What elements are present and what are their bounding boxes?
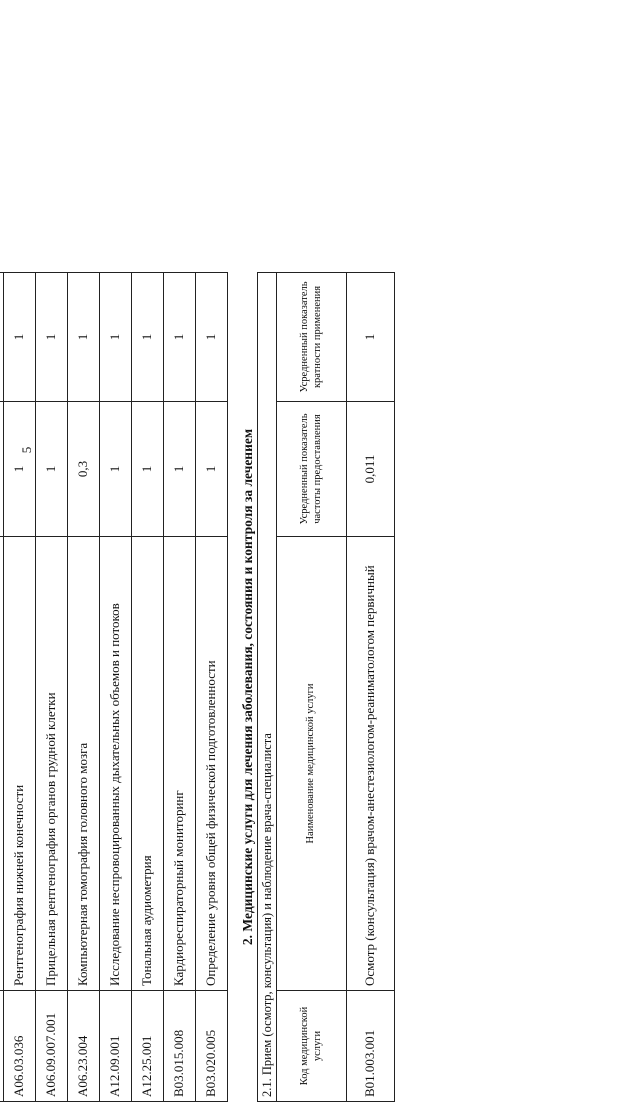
table-row bbox=[68, 273, 100, 1102]
service-code: B03.015.008 bbox=[164, 991, 196, 1102]
service-name: Определение уровня общей физической подготовленности bbox=[196, 537, 228, 991]
table-subheading: 2.1. Прием (осмотр, консультация) и наблюдение врача-специалиста bbox=[258, 273, 277, 1102]
table-header-row bbox=[277, 273, 347, 1102]
service-code: A06.09.007.001 bbox=[36, 991, 68, 1102]
multiplicity-value: 1 bbox=[68, 273, 100, 402]
frequency-value: 1 bbox=[164, 402, 196, 537]
table-subheading-row bbox=[258, 273, 277, 1102]
service-code: A06.03.036 bbox=[4, 991, 36, 1102]
service-name: Осмотр (консультация) врачом-анестезиологом-реаниматологом первичный bbox=[347, 537, 395, 991]
frequency-value: 1 bbox=[196, 402, 228, 537]
page-number: 5 bbox=[19, 446, 34, 454]
table-row bbox=[100, 273, 132, 1102]
rotated-page-content bbox=[0, 272, 425, 1102]
service-name: Исследование неспровоцированных дыхательных объемов и потоков bbox=[100, 537, 132, 991]
table-row bbox=[347, 273, 395, 1102]
frequency-value: 1 bbox=[4, 402, 36, 537]
service-name: Кардиореспираторный мониторинг bbox=[164, 537, 196, 991]
header-code: Код медицинской услуги bbox=[277, 991, 347, 1102]
frequency-value: 1 bbox=[132, 402, 164, 537]
service-code: A12.25.001 bbox=[132, 991, 164, 1102]
multiplicity-value: 1 bbox=[164, 273, 196, 402]
table-row bbox=[196, 273, 228, 1102]
service-code: A06.23.004 bbox=[68, 991, 100, 1102]
service-name: Прицельная рентгенография органов грудной клетки bbox=[36, 537, 68, 991]
frequency-value: 1 bbox=[100, 402, 132, 537]
service-code: B01.003.001 bbox=[347, 991, 395, 1102]
multiplicity-value: 1 bbox=[132, 273, 164, 402]
header-multiplicity: Усредненный показатель кратности применения bbox=[277, 273, 347, 402]
frequency-value: 0,3 bbox=[68, 402, 100, 537]
multiplicity-value: 1 bbox=[100, 273, 132, 402]
multiplicity-value: 1 bbox=[196, 273, 228, 402]
consultation-table bbox=[257, 272, 395, 1102]
table-row bbox=[4, 273, 36, 1102]
frequency-value: 1 bbox=[36, 402, 68, 537]
frequency-value: 0,011 bbox=[347, 402, 395, 537]
header-frequency: Усредненный показатель частоты предоставления bbox=[277, 402, 347, 537]
multiplicity-value: 1 bbox=[36, 273, 68, 402]
multiplicity-value: 1 bbox=[347, 273, 395, 402]
service-name: Тональная аудиометрия bbox=[132, 537, 164, 991]
service-name: Компьютерная томография головного мозга bbox=[68, 537, 100, 991]
services-table-continued bbox=[0, 272, 228, 1102]
service-code: B03.020.005 bbox=[196, 991, 228, 1102]
table-row bbox=[164, 273, 196, 1102]
section-heading: 2. Медицинские услуги для лечения заболевания, состояния и контроля за лечением bbox=[240, 428, 255, 946]
service-name: Рентгенография нижней конечности bbox=[4, 537, 36, 991]
table-row bbox=[36, 273, 68, 1102]
header-name: Наименование медицинской услуги bbox=[277, 537, 347, 991]
service-code: A12.09.001 bbox=[100, 991, 132, 1102]
table-row bbox=[132, 273, 164, 1102]
multiplicity-value: 1 bbox=[4, 273, 36, 402]
